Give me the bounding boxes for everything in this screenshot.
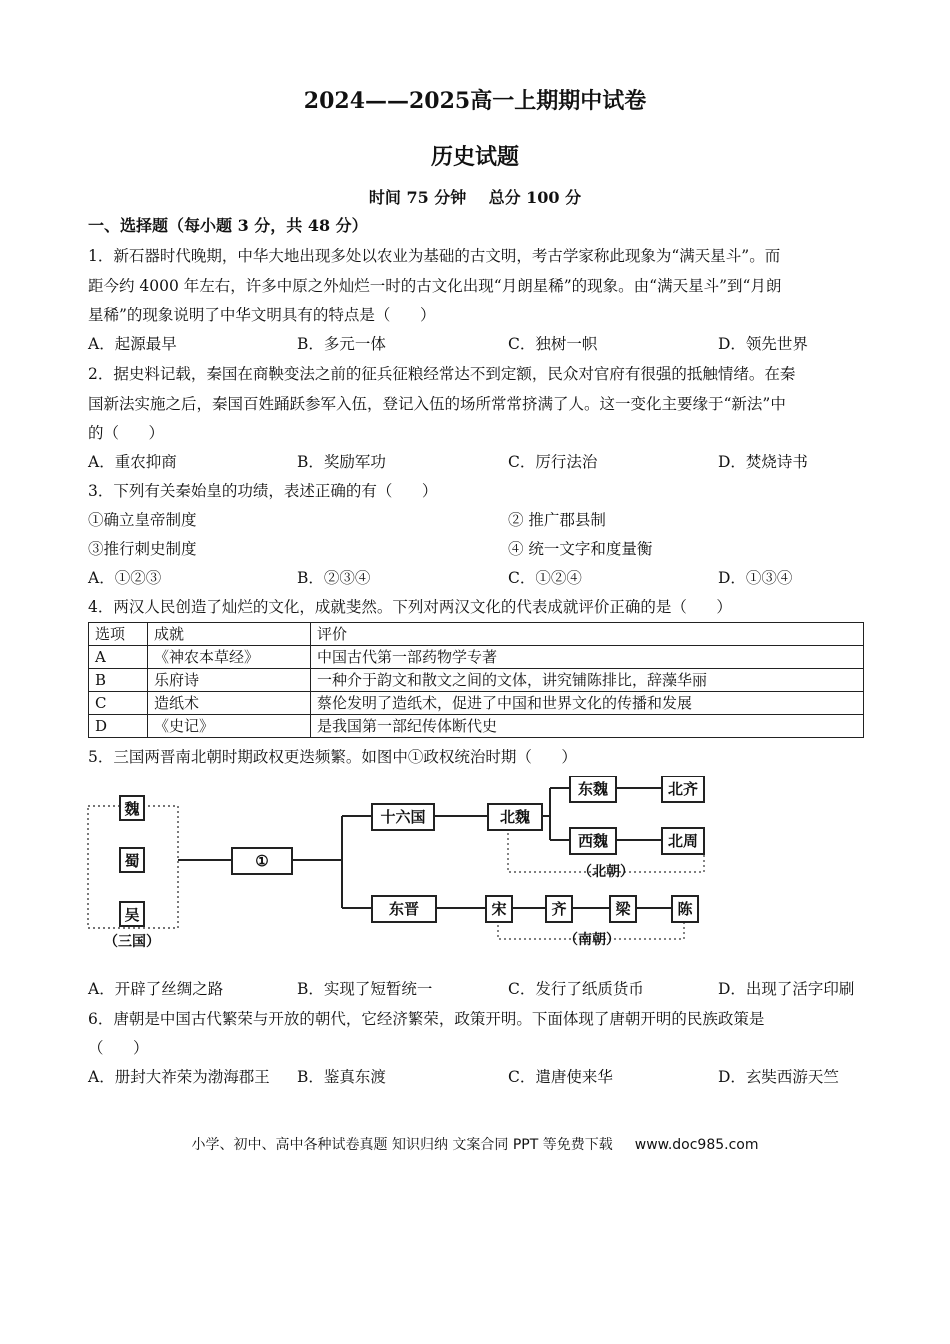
- q1-line-3: 星稀”的现象说明了中华文明具有的特点是（ ）: [88, 306, 436, 324]
- q3-item-4: ④ 统一文字和度量衡: [508, 540, 653, 558]
- table-cell: 《史记》: [148, 715, 311, 738]
- label-shu: 蜀: [124, 852, 140, 870]
- q5-option-c[interactable]: C．发行了纸质货币: [508, 980, 644, 998]
- q2-line-1: 2．据史料记载，秦国在商鞅变法之前的征兵征粮经常达不到定额，民众对官府有很强的抵触情绪。在秦: [88, 365, 796, 383]
- exam-title: 2024——2025高一上期期中试卷: [303, 88, 647, 114]
- q5-option-b[interactable]: B．实现了短暂统一: [297, 980, 433, 998]
- label-chen: 陈: [677, 900, 693, 918]
- q2-line-2: 国新法实施之后，秦国百姓踊跃参军入伍，登记入伍的场所常常挤满了人。这一变化主要缘于“新法”中: [88, 395, 786, 413]
- label-wu: 吴: [124, 906, 140, 924]
- table-cell: 是我国第一部纪传体断代史: [311, 715, 864, 738]
- q1-option-b[interactable]: B．多元一体: [297, 335, 386, 353]
- q5-stem: 5．三国两晋南北朝时期政权更迭频繁。如图中①政权统治时期（ ）: [88, 748, 577, 766]
- table-cell: 乐府诗: [148, 669, 311, 692]
- table-cell: B: [89, 669, 148, 692]
- q3-item-3: ③推行刺史制度: [88, 540, 197, 558]
- subject-title: 历史试题: [430, 144, 519, 170]
- table-row: [89, 692, 864, 715]
- q5-option-a[interactable]: A．开辟了丝绸之路: [88, 980, 224, 998]
- label-song: 宋: [491, 900, 507, 918]
- table-cell: 《神农本草经》: [148, 646, 311, 669]
- q1-line-2: 距今约 4000 年左右，许多中原之外灿烂一时的古文化出现“月朗星稀”的现象。由“满天星斗”到“月朗: [88, 277, 782, 295]
- table-row: [89, 715, 864, 738]
- q5-option-d[interactable]: D．出现了活字印刷: [718, 980, 855, 998]
- label-qi: 齐: [551, 900, 567, 918]
- footer-url[interactable]: www.doc985.com: [634, 1137, 759, 1153]
- label-northern-qi: 北齐: [667, 780, 699, 798]
- table-row: [89, 669, 864, 692]
- label-western-wei: 西魏: [577, 832, 609, 850]
- label-northern-zhou: 北周: [667, 832, 699, 850]
- q2-option-c[interactable]: C．厉行法治: [508, 453, 598, 471]
- q3-stem: 3．下列有关秦始皇的功绩，表述正确的有（ ）: [88, 482, 438, 500]
- q1-option-d[interactable]: D．领先世界: [718, 335, 808, 353]
- q4-table: [88, 622, 864, 738]
- table-cell: 造纸术: [148, 692, 311, 715]
- dynasty-diagram: [84, 776, 724, 956]
- q3-option-b[interactable]: B．②③④: [297, 569, 371, 587]
- q3-option-c[interactable]: C．①②④: [508, 569, 582, 587]
- table-header-cell: 成就: [148, 623, 311, 646]
- label-north-dynasties: （北朝）: [578, 864, 634, 880]
- section-heading: 一、选择题（每小题 3 分，共 48 分）: [88, 216, 368, 235]
- q3-item-1: ①确立皇帝制度: [88, 511, 197, 529]
- q1-option-a[interactable]: A．起源最早: [88, 335, 177, 353]
- q1-line-1: 1．新石器时代晚期，中华大地出现多处以农业为基础的古文明，考古学家称此现象为“满天星斗”。而: [88, 247, 781, 265]
- q6-option-c[interactable]: C．遣唐使来华: [508, 1068, 613, 1086]
- label-northern-wei: 北魏: [499, 808, 531, 826]
- footer-text: 小学、初中、高中各种试卷真题 知识归纳 文案合同 PPT 等免费下载: [191, 1137, 613, 1153]
- table-header-cell: 评价: [311, 623, 864, 646]
- q2-option-b[interactable]: B．奖励军功: [297, 453, 386, 471]
- q1-option-c[interactable]: C．独树一帜: [508, 335, 598, 353]
- label-wei: 魏: [124, 800, 140, 818]
- q6-option-a[interactable]: A．册封大祚荣为渤海郡王: [88, 1068, 270, 1086]
- exam-info: 时间 75 分钟 总分 100 分: [368, 188, 582, 207]
- label-liang: 梁: [615, 900, 631, 918]
- table-cell: 中国古代第一部药物学专著: [311, 646, 864, 669]
- label-center: ①: [255, 852, 269, 870]
- table-row: [89, 646, 864, 669]
- label-eastern-wei: 东魏: [577, 780, 609, 798]
- q2-option-d[interactable]: D．焚烧诗书: [718, 453, 808, 471]
- q2-line-3: 的（ ）: [88, 424, 165, 442]
- q6-stem: 6．唐朝是中国古代繁荣与开放的朝代，它经济繁荣，政策开明。下面体现了唐朝开明的民族政策是: [88, 1010, 765, 1028]
- table-cell: C: [89, 692, 148, 715]
- table-cell: A: [89, 646, 148, 669]
- page-footer: [0, 1134, 950, 1154]
- table-cell: 蔡伦发明了造纸术，促进了中国和世界文化的传播和发展: [311, 692, 864, 715]
- label-sixteen-kingdoms: 十六国: [380, 808, 426, 826]
- label-south-dynasties: （南朝）: [564, 932, 620, 948]
- table-header-cell: 选项: [89, 623, 148, 646]
- q6-option-d[interactable]: D．玄奘西游天竺: [718, 1068, 839, 1086]
- q4-stem: 4．两汉人民创造了灿烂的文化，成就斐然。下列对两汉文化的代表成就评价正确的是（ ）: [88, 598, 732, 616]
- label-three-kingdoms: （三国）: [104, 934, 160, 950]
- q3-option-a[interactable]: A．①②③: [88, 569, 162, 587]
- table-cell: 一种介于韵文和散文之间的文体，讲究铺陈排比，辞藻华丽: [311, 669, 864, 692]
- q3-option-d[interactable]: D．①③④: [718, 569, 793, 587]
- q6-option-b[interactable]: B．鉴真东渡: [297, 1068, 386, 1086]
- q2-option-a[interactable]: A．重农抑商: [88, 453, 177, 471]
- table-cell: D: [89, 715, 148, 738]
- table-header-row: [89, 623, 864, 646]
- q3-item-2: ② 推广郡县制: [508, 511, 606, 529]
- label-eastern-jin: 东晋: [388, 900, 420, 918]
- q6-paren: （ ）: [88, 1039, 149, 1057]
